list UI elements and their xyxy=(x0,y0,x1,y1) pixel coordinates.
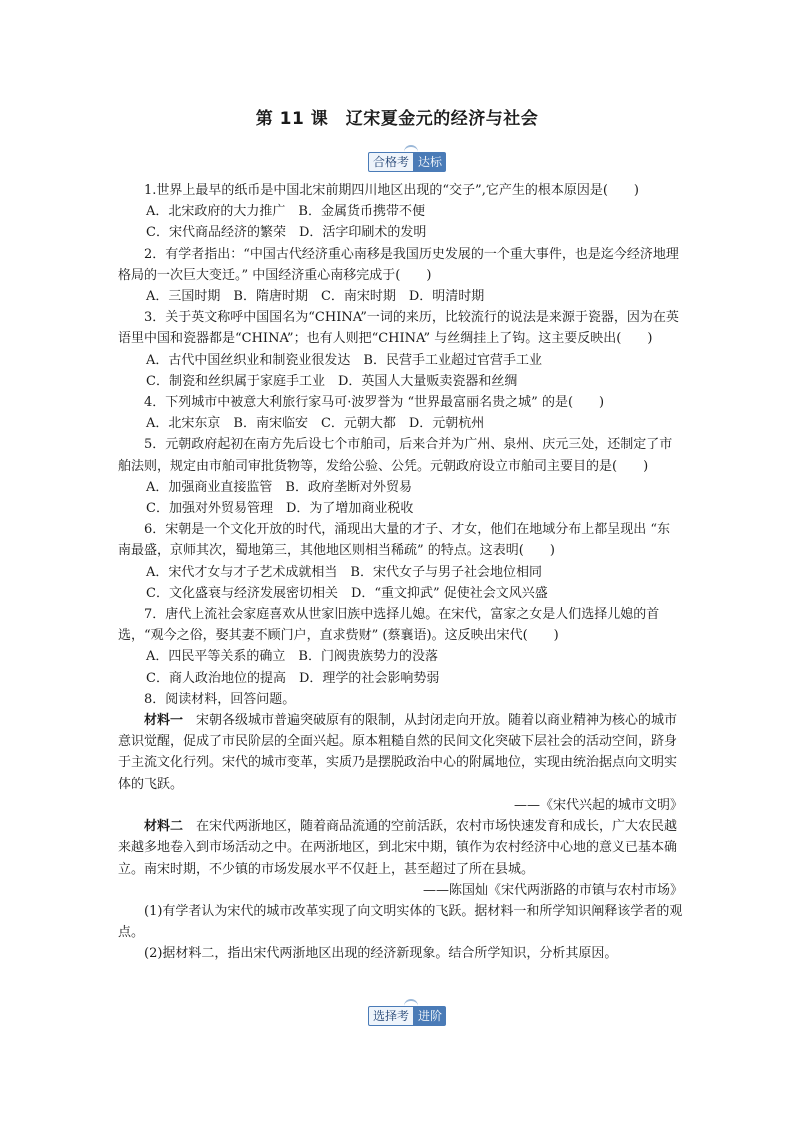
question-8-sub-1: (1)有学者认为宋代的城市改革实现了向文明实体的飞跃。据材料一和所学知识阐释该学者的观点。 xyxy=(118,903,683,941)
question-2-stem: 2．有学者指出：“中国古代经济重心南移是我国历史发展的一个重大事件，也是迄今经济地理格局的一次巨大变迁。” 中国经济重心南移完成于( ) xyxy=(118,246,679,283)
question-1-options-a-b: A．北宋政府的大力推广 B．金属货币携带不便 xyxy=(146,204,425,220)
question-3-options-c-d: C．制瓷和丝织属于家庭手工业 D．英国人大量贩卖瓷器和丝绸 xyxy=(146,373,518,389)
section-badge-qualify xyxy=(368,152,446,172)
material-1-source: ——《宋代兴起的城市文明》 xyxy=(513,797,683,813)
material-1-text: 宋朝各级城市普遍突破原有的限制，从封闭走向开放。随着以商业精神为核心的城市意识觉醒，促成了市民阶层的全面兴起。原本粗糙自然的民间文化突破下层社会的活动空间，跻身于主流文化行列。宋代的城市变革，实质乃是摆脱政治中心的附属地位，实现由统治据点向文明实体的飞跃。 xyxy=(118,713,678,792)
material-2 xyxy=(118,816,683,880)
question-6-stem: 6．宋朝是一个文化开放的时代，涌现出大量的才子、才女，他们在地域分布上都呈现出 “东南最盛，京师其次，蜀地第三，其他地区则相当稀疏” 的特点。这表明( ) xyxy=(118,522,671,559)
material-2-source: ——陈国灿《宋代两浙路的市镇与农村市场》 xyxy=(422,882,683,898)
section-badge-select xyxy=(368,1006,446,1026)
question-3-stem: 3．关于英文称呼中国国名为“CHINA”一词的来历，比较流行的说法是来源于瓷器，因为在英语里中国和瓷器都是“CHINA”；也有人则把“CHINA” 与丝绸挂上了钩。这主要反映出( ) xyxy=(118,310,679,347)
question-list xyxy=(118,180,683,965)
badge-right-text: 进阶 xyxy=(414,1006,446,1026)
question-7-options-c-d: C．商人政治地位的提高 D．理学的社会影响势弱 xyxy=(146,670,440,686)
material-1 xyxy=(118,710,683,795)
question-1-options-c-d: C．宋代商品经济的繁荣 D．活字印刷术的发明 xyxy=(146,225,427,241)
question-5-options-c-d: C．加强对外贸易管理 D．为了增加商业税收 xyxy=(146,501,414,517)
question-2-options: A．三国时期 B．隋唐时期 C．南宋时期 D．明清时期 xyxy=(146,289,485,305)
material-1-label: 材料一 xyxy=(144,713,184,729)
material-2-text: 在宋代两浙地区，随着商品流通的空前活跃，农村市场快速发育和成长，广大农民越来越多地卷入到市场活动之中。在两浙地区，到北宋中期，镇作为农村经济中心地的意义已基本确立。南宋时期，不少镇的市场发展水平不仅赶上，甚至超过了所在县城。 xyxy=(118,819,678,877)
badge-left-text: 选择考 xyxy=(368,1006,414,1026)
question-7-stem: 7．唐代上流社会家庭喜欢从世家旧族中选择儿媳。在宋代，富家之女是人们选择儿媳的首选，“观今之俗，娶其妻不顾门户，直求赀财” (蔡襄语)。这反映出宋代( ) xyxy=(118,607,660,644)
badge-decoration-icon xyxy=(404,999,418,1009)
question-5-stem: 5．元朝政府起初在南方先后设七个市舶司，后来合并为广州、泉州、庆元三处，还制定了市舶法则，规定由市舶司审批货物等，发给公验、公凭。元朝政府设立市舶司主要目的是( ) xyxy=(118,437,673,474)
badge-left-text: 合格考 xyxy=(368,152,414,172)
question-8-sub-2: (2)据材料二，指出宋代两浙地区出现的经济新现象。结合所学知识，分析其原因。 xyxy=(144,946,618,962)
question-6-options-c-d: C．文化盛衰与经济发展密切相关 D．“重文抑武” 促使社会文风兴盛 xyxy=(146,585,548,601)
question-3-options-a-b: A．古代中国丝织业和制瓷业很发达 B．民营手工业超过官营手工业 xyxy=(146,352,542,368)
material-2-label: 材料二 xyxy=(144,819,184,835)
question-6-options-a-b: A．宋代才女与才子艺术成就相当 B．宋代女子与男子社会地位相同 xyxy=(146,564,542,580)
badge-right-text: 达标 xyxy=(414,152,446,172)
question-5-options-a-b: A．加强商业直接监管 B．政府垄断对外贸易 xyxy=(146,479,412,495)
question-8-stem: 8．阅读材料，回答问题。 xyxy=(144,691,296,707)
question-4-stem: 4．下列城市中被意大利旅行家马可·波罗誉为 “世界最富丽名贵之城” 的是( ) xyxy=(144,395,605,411)
question-4-options: A．北宋东京 B．南宋临安 C．元朝大都 D．元朝杭州 xyxy=(146,416,485,432)
question-7-options-a-b: A．四民平等关系的确立 B．门阀贵族势力的没落 xyxy=(146,649,438,665)
badge-decoration-icon xyxy=(404,145,418,155)
question-1-stem: 1.世界上最早的纸币是中国北宋前期四川地区出现的“交子”,它产生的根本原因是( ) xyxy=(144,183,639,198)
lesson-title: 第 11 课 辽宋夏金元的经济与社会 xyxy=(255,109,539,129)
